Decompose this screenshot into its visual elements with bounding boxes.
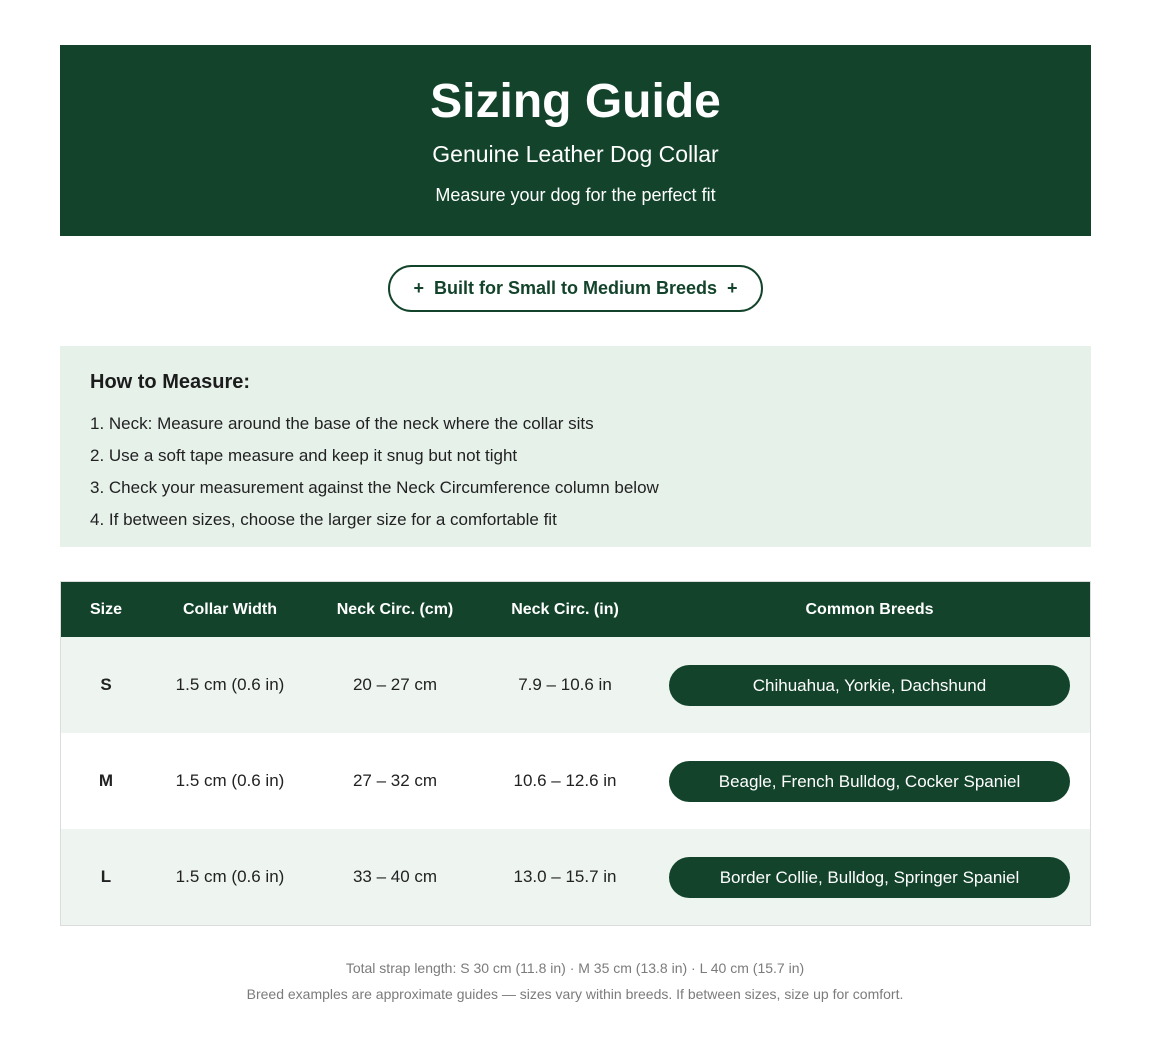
table-row (61, 733, 1090, 829)
page-header (60, 45, 1091, 236)
measure-steps-list (90, 408, 659, 536)
breed-range-badge (388, 265, 763, 312)
neck-cm-cell: 33 – 40 cm (352, 867, 438, 886)
how-to-measure-panel (60, 346, 1091, 547)
neck-in-cell: 13.0 – 15.7 in (513, 867, 617, 886)
size-table-container (60, 581, 1091, 926)
breeds-cell (649, 733, 1090, 829)
measure-step: 2. Use a soft tape measure and keep it snug but not tight (90, 446, 518, 465)
table-header-row (61, 582, 1090, 637)
measure-step: 1. Neck: Measure around the base of the neck where the collar sits (90, 414, 594, 433)
table-row (61, 637, 1090, 733)
neck-in-cell: 7.9 – 10.6 in (518, 675, 612, 694)
collar-width-cell: 1.5 cm (0.6 in) (175, 867, 285, 886)
plus-icon: + (727, 278, 738, 298)
how-to-measure-title: How to Measure: (90, 371, 251, 393)
page-title: Sizing Guide (430, 75, 721, 128)
size-table (61, 582, 1090, 925)
measure-step: 3. Check your measurement against the Neck Circumference column below (90, 478, 659, 497)
breed-pill: Border Collie, Bulldog, Springer Spaniel (669, 857, 1070, 898)
breed-disclaimer-note: Breed examples are approximate guides — sizes vary within breeds. If between sizes, size up for comfort. (246, 986, 904, 1002)
size-cell: S (100, 675, 112, 694)
breeds-cell (649, 829, 1090, 925)
page-tagline: Measure your dog for the perfect fit (435, 185, 716, 205)
column-header-neck-in: Neck Circ. (in) (511, 600, 619, 618)
neck-cm-cell: 27 – 32 cm (352, 771, 438, 790)
neck-cm-cell: 20 – 27 cm (352, 675, 438, 694)
collar-width-cell: 1.5 cm (0.6 in) (175, 675, 285, 694)
breed-pill: Beagle, French Bulldog, Cocker Spaniel (669, 761, 1070, 802)
breeds-cell (649, 637, 1090, 733)
strap-length-note: Total strap length: S 30 cm (11.8 in) · M 35 cm (13.8 in) · L 40 cm (15.7 in) (345, 960, 805, 976)
breed-pill: Chihuahua, Yorkie, Dachshund (669, 665, 1070, 706)
size-cell: M (98, 771, 114, 790)
table-row (61, 829, 1090, 925)
column-header-size: Size (89, 600, 122, 618)
breed-range-badge-label: Built for Small to Medium Breeds (433, 278, 718, 298)
collar-width-cell: 1.5 cm (0.6 in) (175, 771, 285, 790)
plus-icon: + (413, 278, 424, 298)
column-header-collar-width: Collar Width (182, 600, 278, 618)
column-header-neck-cm: Neck Circ. (cm) (336, 600, 454, 618)
neck-in-cell: 10.6 – 12.6 in (513, 771, 617, 790)
page-subtitle: Genuine Leather Dog Collar (432, 141, 719, 167)
measure-step: 4. If between sizes, choose the larger size for a comfortable fit (90, 510, 557, 529)
size-cell: L (100, 867, 112, 886)
column-header-breeds: Common Breeds (805, 600, 934, 618)
